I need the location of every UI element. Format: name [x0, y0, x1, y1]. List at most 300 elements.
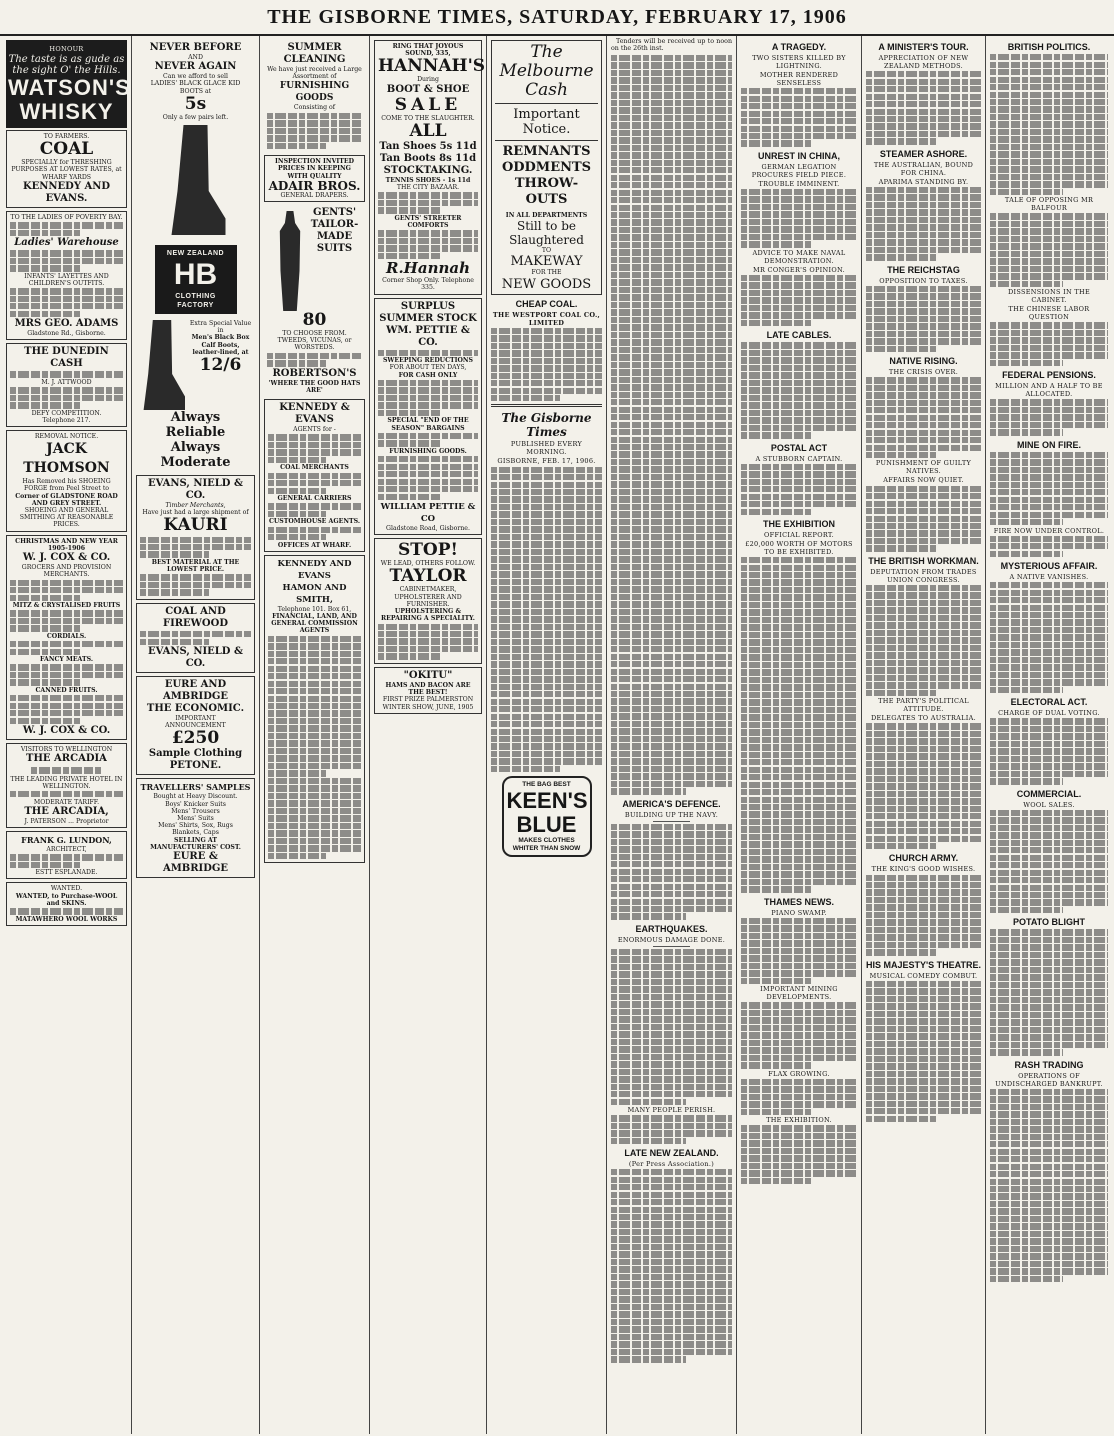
text-line — [866, 71, 981, 77]
text-line — [866, 927, 981, 933]
text-line — [611, 1123, 732, 1129]
text-line — [491, 571, 602, 577]
text-line — [611, 1016, 732, 1022]
text-line — [741, 219, 857, 225]
text-line — [990, 99, 1108, 105]
text-line — [611, 451, 732, 457]
text-line — [491, 714, 602, 720]
trav-i5: Blankets, Caps — [172, 829, 219, 837]
text-line — [990, 1246, 1108, 1252]
text-line — [491, 616, 602, 622]
reichstag-head: THE REICHSTAG — [887, 264, 960, 275]
text-line — [10, 258, 123, 264]
text-line — [267, 360, 326, 366]
text-line — [990, 657, 1108, 663]
text-line — [990, 429, 1063, 435]
text-line — [990, 756, 1108, 762]
text-line — [866, 86, 981, 92]
text-line — [140, 574, 251, 580]
text-line — [378, 653, 440, 659]
text-line — [268, 778, 361, 784]
text-line — [990, 1193, 1108, 1199]
text-line — [990, 741, 1108, 747]
text-line — [990, 627, 1108, 633]
text-line — [990, 273, 1108, 279]
text-line — [741, 479, 857, 485]
text-line — [741, 1040, 857, 1046]
text-line — [990, 967, 1108, 973]
china-sub2: TROUBLE IMMINENT. — [758, 179, 840, 188]
evans-best: BEST MATERIAL AT THE LOWEST PRICE. — [151, 558, 240, 574]
text-line — [611, 758, 732, 764]
text-line — [866, 407, 981, 413]
text-line — [990, 121, 1108, 127]
text-line — [741, 133, 857, 139]
column-3 — [260, 36, 370, 1434]
church-army-head: CHURCH ARMY. — [888, 853, 959, 864]
column-4 — [370, 36, 487, 1434]
text-line — [611, 437, 732, 443]
tragedy-sub2: MOTHER RENDERED SENSELESS — [759, 71, 839, 87]
text-line — [611, 964, 732, 970]
text-line — [741, 282, 857, 288]
text-line — [990, 551, 1063, 557]
text-line — [491, 706, 602, 712]
text-line — [990, 497, 1108, 503]
text-line — [866, 630, 981, 636]
text-line — [741, 1047, 857, 1053]
text-line — [611, 55, 732, 61]
text-line — [268, 718, 361, 724]
text-line — [611, 884, 732, 890]
text-line — [741, 782, 857, 788]
text-line — [866, 761, 981, 767]
text-line — [491, 699, 602, 705]
text-line — [741, 684, 857, 690]
column-2 — [132, 36, 260, 1434]
xmas-firm2: W. J. COX & CO. — [22, 724, 111, 736]
coal-firm: KENNEDY AND EVANS. — [22, 180, 111, 204]
thames-sub4: THE EXHIBITION. — [766, 1116, 832, 1125]
text-line — [611, 242, 732, 248]
text-line — [741, 290, 857, 296]
text-line — [611, 1039, 732, 1045]
text-line — [741, 677, 857, 683]
text-line — [866, 753, 981, 759]
text-line — [491, 639, 602, 645]
text-line — [491, 766, 560, 772]
hannah-ring: RING THAT JOYOUS SOUND, 335, — [392, 43, 464, 58]
melb-e: Notice. — [522, 122, 571, 137]
china-head: UNREST IN CHINA, — [757, 150, 840, 161]
text-line — [990, 1179, 1108, 1185]
text-line — [491, 358, 602, 364]
text-line — [611, 1356, 686, 1362]
exhibition-sub2: £20,000 WORTH OF MOTORS TO BE EXHIBITED. — [745, 539, 853, 556]
text-line — [866, 445, 981, 451]
text-line — [491, 511, 602, 517]
ladies-addr: Gladstone Rd., Gisborne. — [27, 330, 106, 338]
text-line — [611, 743, 732, 749]
text-line — [10, 641, 123, 647]
america-sub: BUILDING UP THE NAVY. — [624, 810, 719, 819]
text-line — [741, 1002, 857, 1008]
text-line — [741, 350, 857, 356]
text-line — [990, 213, 1108, 219]
text-line — [378, 638, 478, 644]
text-line — [10, 250, 123, 256]
text-line — [378, 433, 478, 439]
westport-co: THE WESTPORT COAL CO., LIMITED — [492, 310, 601, 327]
text-line — [611, 130, 732, 136]
trav-i3: Mens' Suits — [177, 815, 214, 822]
text-line — [268, 696, 361, 702]
imp-c: Sample Clothing — [148, 748, 243, 760]
kennedy-coal: COAL MERCHANTS — [280, 464, 349, 472]
text-line — [491, 388, 602, 394]
dunedin-owner: M. J. ATTWOOD — [41, 378, 92, 386]
text-line — [611, 899, 732, 905]
text-line — [611, 979, 732, 985]
text-line — [866, 415, 981, 421]
text-line — [741, 241, 813, 247]
text-line — [378, 471, 478, 477]
text-line — [866, 738, 981, 744]
text-line — [611, 219, 732, 225]
summer-a: SUMMER — [287, 42, 342, 53]
text-line — [611, 706, 732, 712]
text-line — [990, 778, 1063, 784]
text-line — [491, 691, 602, 697]
text-line — [741, 752, 857, 758]
text-line — [268, 703, 361, 709]
text-line — [611, 891, 732, 897]
text-line — [378, 440, 440, 446]
text-line — [990, 1238, 1108, 1244]
text-line — [268, 710, 361, 716]
hannah-come: COME TO THE SLAUGHTER. — [381, 114, 475, 122]
wanted-line: WANTED, to Purchase-WOOL and SKINS. — [15, 892, 118, 907]
removal-notice: REMOVAL NOTICE. — [34, 433, 99, 440]
text-line — [611, 264, 732, 270]
text-line — [611, 594, 732, 600]
text-line — [611, 392, 732, 398]
text-line — [741, 819, 857, 825]
earthquakes-sub: ENORMOUS DAMAGE DONE. — [617, 935, 726, 944]
text-line — [866, 94, 981, 100]
federal-sub: MILLION AND A HALF TO BE ALLOCATED. — [995, 382, 1103, 399]
text-line — [990, 763, 1108, 769]
text-line — [866, 1033, 981, 1039]
text-line — [866, 1093, 981, 1099]
lundon-role: ARCHITECT, — [46, 845, 87, 853]
text-line — [268, 511, 326, 517]
electoral-act-head: ELECTORAL ACT. — [1010, 697, 1088, 708]
text-line — [10, 610, 123, 616]
column-8 — [862, 36, 986, 1434]
text-line — [866, 934, 981, 940]
text-line — [741, 639, 857, 645]
text-line — [741, 103, 857, 109]
offer-a: Extra Special Value in — [189, 320, 252, 335]
hannah-tennis: TENNIS SHOES - 1s 11d — [385, 176, 471, 184]
text-line — [140, 582, 251, 588]
text-line — [990, 1201, 1108, 1207]
tailor-g: TWEEDS, VICUNAS, or WORSTEDS. — [277, 337, 352, 352]
text-line — [741, 797, 857, 803]
text-line — [268, 488, 326, 494]
text-line — [741, 707, 857, 713]
text-line — [611, 1214, 732, 1220]
hannah-gents: GENTS' STREETER COMFORTS — [394, 214, 462, 229]
text-line — [611, 481, 732, 487]
text-line — [990, 1034, 1108, 1040]
text-line — [990, 106, 1108, 112]
text-line — [611, 122, 732, 128]
text-line — [611, 167, 732, 173]
text-line — [611, 781, 732, 787]
ladies-intro: TO THE LADIES OF POVERTY BAY. — [10, 213, 123, 221]
text-line — [611, 1138, 686, 1144]
watsons-whisky-ad — [6, 40, 131, 128]
text-line — [611, 414, 732, 420]
text-line — [990, 870, 1108, 876]
text-line — [990, 77, 1108, 83]
xmas-firm: W. J. COX & CO. — [22, 552, 111, 564]
text-line — [866, 1078, 981, 1084]
text-line — [611, 949, 732, 955]
text-line — [10, 618, 123, 624]
text-line — [378, 192, 478, 198]
text-line — [491, 373, 602, 379]
text-line — [268, 740, 361, 746]
text-line — [866, 889, 981, 895]
text-line — [741, 372, 857, 378]
text-line — [741, 234, 857, 240]
text-line — [268, 503, 361, 509]
text-line — [268, 748, 361, 754]
honour-label: HONOUR — [49, 45, 84, 53]
text-line — [611, 676, 732, 682]
trav-i4: Mens' Shirts, Sox, Rugs — [158, 822, 233, 830]
text-line — [741, 948, 857, 954]
hannah-sale: SALE — [394, 94, 462, 115]
text-line — [990, 345, 1108, 351]
gisborne-times-title: The Gisborne Times — [501, 411, 592, 440]
dunedin-title: THE DUNEDIN CASH — [24, 346, 109, 370]
text-line — [990, 1276, 1063, 1282]
text-line — [990, 899, 1108, 905]
text-line — [990, 512, 1108, 518]
removal-shoeing: SHOEING AND GENERAL SMITHING AT REASONABLE PRICES. — [19, 507, 114, 529]
text-line — [491, 684, 602, 690]
text-line — [10, 303, 123, 309]
text-line — [611, 347, 732, 353]
text-line — [866, 131, 981, 137]
text-line — [741, 126, 857, 132]
column-6 — [607, 36, 737, 1434]
text-line — [866, 776, 981, 782]
text-line — [990, 519, 1063, 525]
text-line — [741, 624, 857, 630]
text-line — [611, 669, 732, 675]
text-line — [990, 54, 1108, 60]
newspaper-title: THE GISBORNE TIMES, SATURDAY, FEBRUARY 17, 1906 — [267, 6, 847, 28]
text-line — [267, 113, 362, 119]
text-line — [611, 190, 732, 196]
text-line — [741, 699, 857, 705]
rash-sub: OPERATIONS OF UNDISCHARGED BANKRUPT. — [995, 1071, 1103, 1088]
text-line — [268, 473, 361, 479]
text-line — [268, 770, 326, 776]
text-line — [866, 377, 981, 383]
text-line — [990, 114, 1108, 120]
trav-head: TRAVELLERS' SAMPLES — [140, 782, 251, 793]
hamon-name: KENNEDY AND EVANS — [277, 558, 352, 581]
text-line — [741, 970, 857, 976]
text-line — [990, 1141, 1108, 1147]
text-line — [741, 380, 857, 386]
taylor-spec: UPHOLSTERING & REPAIRING A SPECIALITY. — [381, 608, 475, 623]
postal-act-head: POSTAL ACT — [770, 442, 828, 453]
summer-c: We have just received a Large Assortment of — [267, 66, 362, 81]
divider — [653, 946, 689, 947]
evans-nield-ad — [136, 475, 255, 600]
text-line — [866, 109, 981, 115]
hannah-boot: BOOT & SHOE — [386, 83, 470, 95]
text-line — [611, 1024, 732, 1030]
text-line — [741, 471, 857, 477]
text-line — [741, 305, 857, 311]
text-line — [611, 534, 732, 540]
evans-name: EVANS, NIELD & CO. — [148, 478, 243, 502]
evans2-name: EVANS, NIELD & CO. — [148, 645, 243, 669]
text-line — [990, 1042, 1108, 1048]
ladies-heading: INFANTS' LAYETTES AND CHILDREN'S OUTFITS. — [24, 272, 109, 287]
text-line — [866, 1116, 937, 1122]
text-line — [990, 989, 1108, 995]
text-line — [611, 609, 732, 615]
text-line — [268, 853, 326, 859]
text-line — [990, 129, 1108, 135]
text-line — [491, 474, 602, 480]
text-line — [611, 145, 732, 151]
never-b: AND — [188, 54, 203, 61]
mysterious-affair-head: MYSTERIOUS AFFAIR. — [1000, 560, 1098, 571]
text-line — [611, 639, 732, 645]
text-line — [866, 615, 981, 621]
text-line — [267, 135, 362, 141]
text-line — [866, 1108, 981, 1114]
text-line — [741, 632, 857, 638]
text-line — [611, 92, 732, 98]
text-line — [611, 234, 732, 240]
text-line — [990, 1104, 1108, 1110]
text-line — [866, 912, 981, 918]
text-line — [611, 324, 732, 330]
never-e: LADIES' BLACK GLACE KID BOOTS at — [150, 80, 241, 95]
text-line — [611, 100, 732, 106]
text-line — [990, 847, 1108, 853]
offer-c: Always Reliable — [165, 410, 226, 441]
text-line — [611, 1319, 732, 1325]
text-line — [268, 845, 361, 851]
pettie-sweep: SWEEPING REDUCTIONS — [382, 357, 474, 365]
text-line — [611, 429, 732, 435]
text-line — [866, 430, 981, 436]
text-line — [866, 988, 981, 994]
text-line — [491, 350, 602, 356]
text-line — [866, 293, 981, 299]
adair-insp: INSPECTION INVITED — [275, 158, 354, 166]
text-line — [741, 933, 857, 939]
text-line — [990, 258, 1108, 264]
text-line — [741, 864, 857, 870]
text-line — [268, 688, 361, 694]
text-line — [741, 1055, 857, 1061]
text-line — [990, 189, 1063, 195]
xmas-trade: GROCERS AND PROVISION MERCHANTS. — [21, 564, 112, 579]
thames-sub2: IMPORTANT MINING DEVELOPMENTS. — [760, 985, 838, 1002]
xmas-mitz: MITZ & CRYSTALISED FRUITS — [12, 601, 121, 609]
text-line — [741, 594, 857, 600]
text-line — [611, 986, 732, 992]
text-line — [866, 422, 981, 428]
melb-m: MAKEWAY — [510, 254, 583, 270]
text-line — [611, 788, 686, 794]
text-line — [741, 1133, 857, 1139]
text-line — [990, 605, 1108, 611]
tailor-a: GENTS' — [312, 206, 357, 218]
text-line — [741, 609, 857, 615]
text-line — [741, 1170, 857, 1176]
text-line — [611, 1115, 732, 1121]
text-line — [268, 725, 361, 731]
text-line — [741, 886, 813, 892]
text-line — [990, 885, 1108, 891]
mine-fire-head: MINE ON FIRE. — [1016, 439, 1081, 450]
text-line — [611, 654, 732, 660]
text-line — [990, 181, 1108, 187]
text-line — [10, 908, 123, 914]
text-line — [491, 758, 602, 764]
text-line — [990, 726, 1108, 732]
offer-e: Moderate — [160, 455, 231, 471]
text-line — [491, 504, 602, 510]
text-line — [378, 464, 478, 470]
text-line — [611, 160, 732, 166]
text-line — [741, 662, 857, 668]
melb-b: Melbourne — [499, 61, 594, 81]
text-line — [611, 1251, 732, 1257]
never-a: NEVER BEFORE — [149, 42, 242, 53]
melb-g: ODDMENTS — [501, 160, 592, 175]
text-line — [611, 1184, 732, 1190]
text-line — [611, 227, 732, 233]
coal2-title: COAL AND FIREWOOD — [162, 605, 229, 629]
text-line — [611, 362, 732, 368]
text-line — [990, 1049, 1063, 1055]
arcadia-name2: THE ARCADIA, — [24, 805, 109, 817]
text-line — [268, 457, 326, 463]
wanted-head: WANTED. — [50, 885, 83, 893]
text-line — [268, 755, 361, 761]
dissensions-sub: THE CHINESE LABOR QUESTION — [1008, 305, 1090, 322]
text-line — [990, 582, 1108, 588]
coal-ad — [6, 130, 127, 208]
text-line — [611, 115, 732, 121]
text-line — [611, 556, 732, 562]
